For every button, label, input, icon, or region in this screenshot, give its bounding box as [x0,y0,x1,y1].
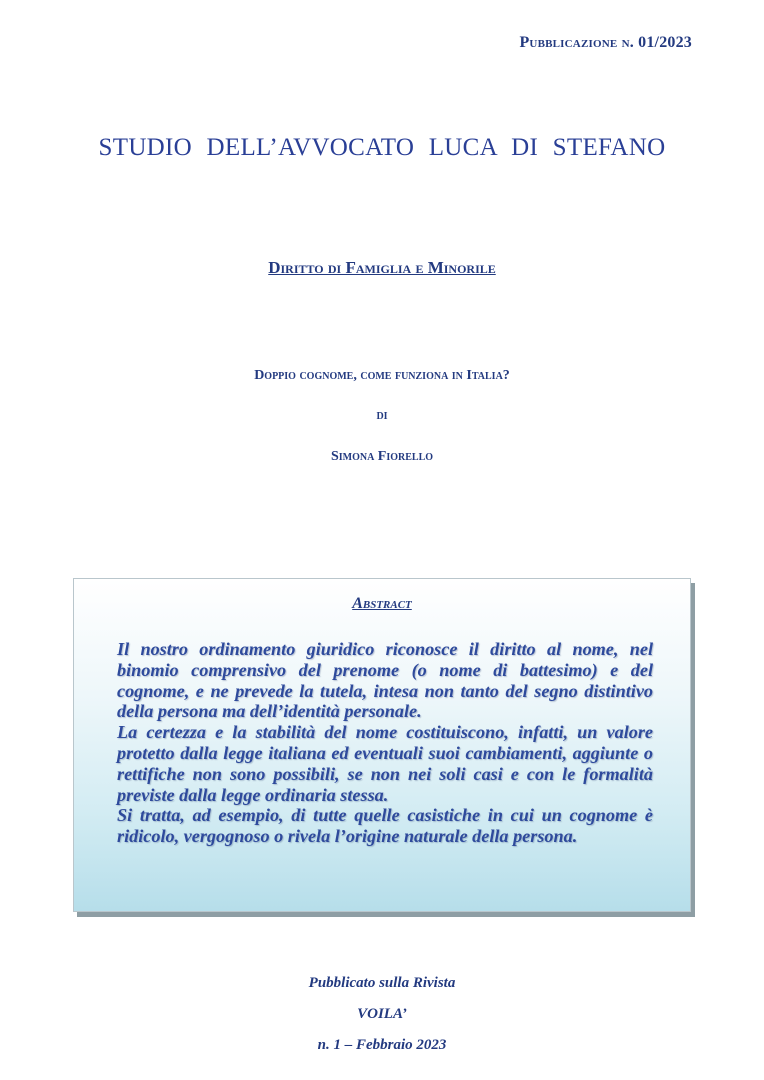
byline-di: di [376,408,388,423]
abstract-body [117,639,653,847]
section-heading: Diritto di Famiglia e Minorile [268,258,496,277]
publication-number: Pubblicazione n. 01/2023 [519,34,692,51]
abstract-heading: Abstract [352,595,412,612]
footer-magazine-name: VOILA’ [357,1006,407,1022]
abstract-paragraph: La certezza e la stabilità del nome costituiscono, infatti, un valore protetto dalla legge italiana ed eventuali suoi cambiamenti, aggiunte o rettifiche non sono possibili, se non nei soli casi e con le formalità previste dalla legge ordinaria stessa. [117,722,653,805]
abstract-paragraph: Si tratta, ad esempio, di tutte quelle casistiche in cui un cognome è ridicolo, vergognoso o rivela l’origine naturale della persona. [117,805,653,847]
abstract-box [73,578,691,912]
footer-published-on: Pubblicato sulla Rivista [308,975,456,991]
publication-footer [0,968,764,1061]
studio-title: STUDIO DELL’AVVOCATO LUCA DI STEFANO [98,134,666,161]
footer-issue-date: n. 1 – Febbraio 2023 [317,1037,447,1053]
article-title: Doppio cognome, come funziona in Italia? [254,368,510,383]
abstract-paragraph: Il nostro ordinamento giuridico riconosce il diritto al nome, nel binomio comprensivo del prenome (o nome di battesimo) e del cognome, e ne prevede la tutela, intesa non tanto del segno distintivo della persona ma dell’identità personale. [117,639,653,722]
author-name: Simona Fiorello [330,449,434,464]
